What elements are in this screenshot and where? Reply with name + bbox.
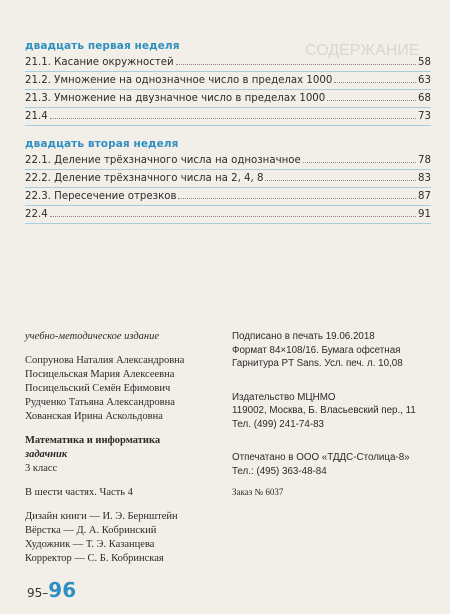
toc-label: 21.2. Умножение на однозначное число в пределах 1000 <box>25 75 333 86</box>
toc-page: 58 <box>418 57 431 68</box>
printer-line: Тел.: (495) 363-48-84 <box>232 465 327 477</box>
print-line: Формат 84×108/16. Бумага офсетная <box>232 344 401 356</box>
print-line: Гарнитура PT Sans. Усл. печ. л. 10,08 <box>232 358 403 369</box>
edition-type: учебно-методическое издание <box>25 331 160 342</box>
book-subtitle: задачник <box>25 449 68 460</box>
toc-page: 63 <box>418 75 431 86</box>
page-number-left: 95 <box>27 586 43 600</box>
toc-page: 78 <box>418 155 431 166</box>
parts-info: В шести частях. Часть 4 <box>25 487 133 498</box>
toc-row <box>25 72 431 90</box>
toc-label: 21.4 <box>25 111 48 122</box>
toc-page: 68 <box>418 93 431 104</box>
author-name: Рудченко Татьяна Александровна <box>25 397 175 408</box>
toc-label: 22.3. Пересечение отрезков <box>25 191 177 202</box>
author-name: Посицельская Мария Алексеевна <box>25 369 175 380</box>
page-numbers <box>27 578 76 602</box>
publisher-line: Издательство МЦНМО <box>232 391 336 403</box>
toc-label: 22.1. Деление трёхзначного числа на однозначное <box>25 155 301 166</box>
section-heading: двадцать первая неделя <box>25 40 180 52</box>
author-name: Посицельский Семён Ефимович <box>25 383 171 394</box>
printer-line: Отпечатано в ООО «ТДДС-Столица-8» <box>232 452 410 463</box>
grade: 3 класс <box>25 463 58 474</box>
toc-label: 21.1. Касание окружностей <box>25 57 174 68</box>
publisher-line: Тел. (499) 241-74-83 <box>232 418 324 430</box>
toc-row <box>25 206 431 224</box>
toc-page: 83 <box>418 173 431 184</box>
table-of-contents <box>25 40 431 224</box>
toc-section-22 <box>25 138 431 224</box>
imprint-left <box>25 330 225 566</box>
publisher-line: 119002, Москва, Б. Власьевский пер., 11 <box>232 405 416 416</box>
credit-line: Вёрстка — Д. А. Кобринский <box>25 525 157 536</box>
toc-label: 22.4 <box>25 209 48 220</box>
toc-row <box>25 90 431 108</box>
toc-row <box>25 170 431 188</box>
toc-row <box>25 108 431 126</box>
page-number-separator: – <box>42 586 49 600</box>
toc-page: 87 <box>418 191 431 202</box>
toc-row <box>25 152 431 170</box>
show-through-text: СОДЕРЖАНИЕ <box>305 42 420 59</box>
toc-label: 21.3. Умножение на двузначное число в пределах 1000 <box>25 93 326 104</box>
page-number-right: 96 <box>48 578 77 602</box>
toc-row <box>25 54 431 72</box>
imprint-right <box>232 330 437 500</box>
section-heading: двадцать вторая неделя <box>25 138 179 150</box>
toc-page: 91 <box>418 209 431 220</box>
order-number: Заказ № 6037 <box>232 487 284 497</box>
toc-label: 22.2. Деление трёхзначного числа на 2, 4, 8 <box>25 173 264 184</box>
credit-line: Корректор — С. Б. Кобринская <box>25 553 164 564</box>
toc-page: 73 <box>418 111 431 122</box>
toc-section-21 <box>25 40 431 126</box>
book-title: Математика и информатика <box>25 435 161 446</box>
credit-line: Дизайн книги — И. Э. Бернштейн <box>25 511 178 522</box>
toc-row <box>25 188 431 206</box>
print-line: Подписано в печать 19.06.2018 <box>232 331 375 342</box>
credit-line: Художник — Т. Э. Казанцева <box>25 539 155 550</box>
author-name: Хованская Ирина Аскольдовна <box>25 411 163 422</box>
author-name: Сопрунова Наталия Александровна <box>25 355 185 366</box>
